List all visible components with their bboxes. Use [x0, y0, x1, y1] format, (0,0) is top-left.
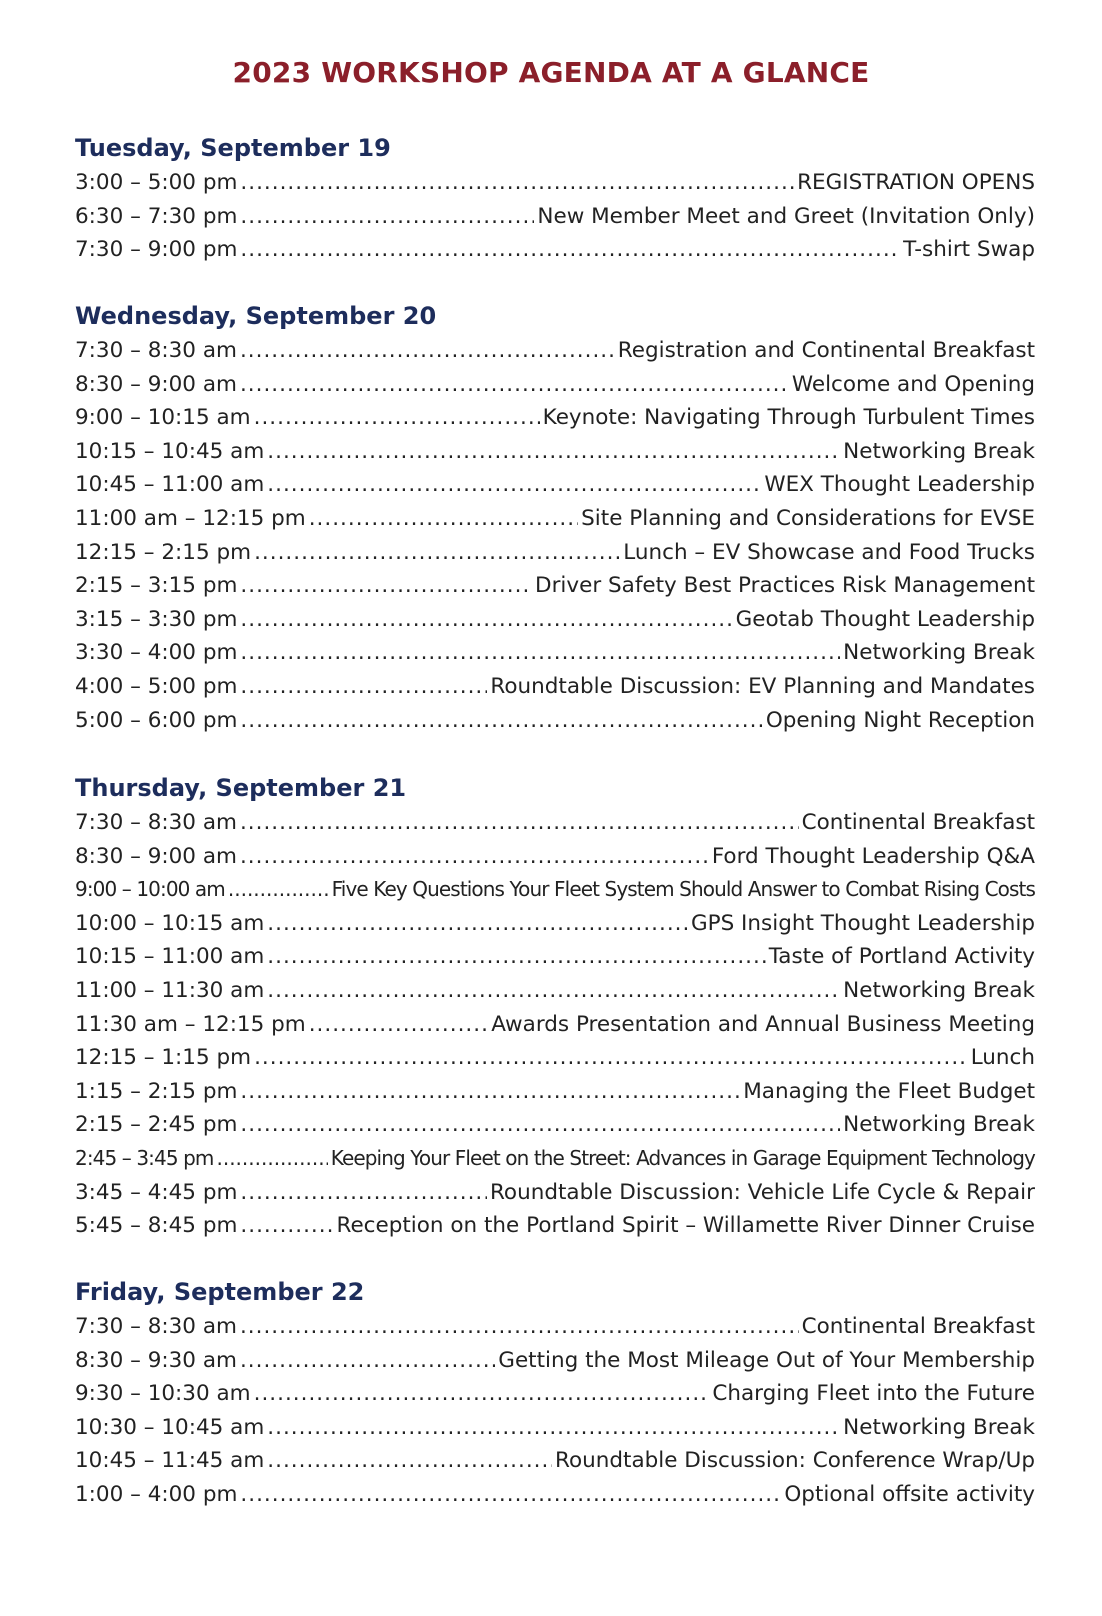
item-time: 11:30 am – 12:15 pm [75, 1011, 306, 1037]
agenda-item [75, 1444, 1035, 1478]
item-time: 8:30 – 9:00 am [75, 371, 237, 397]
agenda-item [75, 1377, 1035, 1411]
item-event: Networking Break [843, 1112, 1035, 1138]
page-title: 2023 WORKSHOP AGENDA AT A GLANCE [232, 56, 870, 89]
item-event: Optional offsite activity [784, 1481, 1035, 1507]
agenda-item [75, 603, 1035, 637]
agenda-item [75, 200, 1035, 234]
item-event: Reception on the Portland Spirit – Willamette River Dinner Cruise [336, 1213, 1035, 1239]
leader-dots [240, 636, 840, 670]
item-time: 2:45 – 3:45 pm [75, 1145, 214, 1170]
day-friday [75, 1274, 1035, 1512]
item-time: 8:30 – 9:00 am [75, 843, 237, 869]
item-event: Roundtable Discussion: EV Planning and Mandates [490, 673, 1035, 699]
leader-dots [240, 670, 487, 704]
item-time: 10:45 – 11:00 am [75, 472, 265, 498]
agenda-item [75, 435, 1035, 469]
item-event: Lunch [970, 1045, 1035, 1071]
item-time: 1:15 – 2:15 pm [75, 1078, 238, 1104]
item-time: 10:45 – 11:45 am [75, 1448, 265, 1474]
item-time: 10:15 – 10:45 am [75, 438, 265, 464]
agenda-item [75, 670, 1035, 704]
item-time: 12:15 – 1:15 pm [75, 1045, 252, 1071]
item-event: Networking Break [843, 1414, 1035, 1440]
leader-dots [267, 940, 765, 974]
leader-dots [240, 200, 534, 234]
item-event: Charging Fleet into the Future [712, 1381, 1035, 1407]
day-tuesday [75, 130, 1035, 267]
leader-dots [267, 1411, 840, 1445]
item-time: 7:30 – 9:00 pm [75, 237, 238, 263]
item-event: WEX Thought Leadership [764, 472, 1035, 498]
item-event: Taste of Portland Activity [768, 944, 1035, 970]
item-time: 5:45 – 8:45 pm [75, 1213, 238, 1239]
leader-dots [240, 569, 532, 603]
item-time: 9:00 – 10:00 am [75, 877, 225, 902]
leader-dots [267, 435, 840, 469]
item-event: Registration and Continental Breakfast [617, 338, 1035, 363]
leader-dots [240, 233, 900, 267]
item-event: Managing the Fleet Budget [743, 1078, 1035, 1104]
leader-dots [240, 334, 615, 368]
agenda-item [75, 1142, 1035, 1176]
agenda-item [75, 1344, 1035, 1378]
day-heading: Tuesday, September 19 [75, 134, 391, 162]
item-event: GPS Insight Thought Leadership [690, 910, 1035, 936]
leader-dots [309, 502, 578, 536]
agenda-item [75, 806, 1035, 840]
item-event: Site Planning and Considerations for EVSE [581, 505, 1035, 531]
item-event: Continental Breakfast [801, 810, 1035, 835]
item-event: Five Key Questions Your Fleet System Should Answer to Combat Rising Costs [331, 877, 1035, 902]
item-time: 11:00 – 11:30 am [75, 977, 265, 1003]
leader-dots [240, 1478, 781, 1512]
agenda-item [75, 334, 1035, 368]
agenda-item [75, 1478, 1035, 1512]
item-event: Networking Break [843, 438, 1035, 464]
item-event: Continental Breakfast [801, 1314, 1035, 1339]
item-event: Networking Break [843, 640, 1035, 666]
item-event: Keynote: Navigating Through Turbulent Times [542, 405, 1035, 431]
item-event: Ford Thought Leadership Q&A [711, 843, 1035, 869]
leader-dots [240, 368, 789, 402]
item-time: 7:30 – 8:30 am [75, 810, 237, 835]
item-time: 3:15 – 3:30 pm [75, 606, 238, 632]
item-time: 11:00 am – 12:15 pm [75, 505, 306, 531]
item-event: Geotab Thought Leadership [735, 606, 1035, 632]
agenda-item [75, 704, 1035, 738]
item-event: New Member Meet and Greet (Invitation Only) [537, 203, 1035, 229]
item-time: 5:00 – 6:00 pm [75, 707, 238, 733]
day-wednesday [75, 298, 1035, 737]
leader-dots [240, 1344, 495, 1378]
agenda-item [75, 1075, 1035, 1109]
leader-dots [240, 1075, 740, 1109]
item-time: 7:30 – 8:30 am [75, 1314, 237, 1339]
item-time: 6:30 – 7:30 pm [75, 203, 238, 229]
item-time: 8:30 – 9:30 am [75, 1347, 237, 1373]
agenda-item [75, 401, 1035, 435]
leader-dots [240, 1176, 487, 1210]
leader-dots [240, 840, 709, 874]
item-time: 1:00 – 4:00 pm [75, 1481, 238, 1507]
item-time: 4:00 – 5:00 pm [75, 673, 238, 699]
item-time: 12:15 – 2:15 pm [75, 539, 252, 565]
leader-dots [240, 704, 762, 738]
leader-dots [240, 1108, 840, 1142]
item-time: 3:00 – 5:00 pm [75, 170, 238, 195]
agenda-item [75, 368, 1035, 402]
item-time: 7:30 – 8:30 am [75, 338, 237, 363]
agenda-item [75, 873, 1035, 907]
day-thursday [75, 770, 1035, 1243]
item-event: REGISTRATION OPENS [797, 170, 1035, 195]
item-time: 2:15 – 3:15 pm [75, 573, 238, 599]
agenda-item [75, 1041, 1035, 1075]
agenda-item [75, 536, 1035, 570]
agenda-item [75, 907, 1035, 941]
leader-dots [267, 907, 688, 941]
leader-dots [267, 974, 840, 1008]
agenda-item [75, 166, 1035, 200]
agenda-item [75, 468, 1035, 502]
agenda-item [75, 1209, 1035, 1243]
leader-dots [216, 1142, 327, 1176]
item-event: Awards Presentation and Annual Business Meeting [491, 1011, 1035, 1037]
agenda-item [75, 1176, 1035, 1210]
leader-dots [254, 536, 620, 570]
item-event: Networking Break [843, 977, 1035, 1003]
item-event: Roundtable Discussion: Conference Wrap/Up [554, 1448, 1035, 1474]
item-time: 10:30 – 10:45 am [75, 1414, 265, 1440]
item-time: 9:30 – 10:30 am [75, 1381, 251, 1407]
agenda-item [75, 636, 1035, 670]
leader-dots [254, 1377, 710, 1411]
leader-dots [240, 1310, 799, 1344]
item-time: 3:30 – 4:00 pm [75, 640, 238, 666]
agenda-item [75, 233, 1035, 267]
day-heading: Wednesday, September 20 [75, 302, 437, 330]
agenda-item [75, 940, 1035, 974]
item-event: Getting the Most Mileage Out of Your Membership [498, 1347, 1035, 1373]
leader-dots [254, 1041, 968, 1075]
leader-dots [240, 166, 794, 200]
item-time: 3:45 – 4:45 pm [75, 1179, 238, 1205]
item-time: 2:15 – 2:45 pm [75, 1112, 238, 1138]
item-event: Keeping Your Fleet on the Street: Advances in Garage Equipment Technology [330, 1145, 1035, 1170]
agenda-item [75, 569, 1035, 603]
leader-dots [240, 603, 732, 637]
item-event: Welcome and Opening [791, 371, 1035, 397]
item-time: 10:15 – 11:00 am [75, 944, 265, 970]
leader-dots [254, 401, 540, 435]
item-time: 10:00 – 10:15 am [75, 910, 265, 936]
item-event: Lunch – EV Showcase and Food Trucks [623, 539, 1035, 565]
agenda-item [75, 502, 1035, 536]
leader-dots [240, 1209, 333, 1243]
leader-dots [267, 1444, 552, 1478]
item-event: Opening Night Reception [765, 707, 1035, 733]
item-event: T-shirt Swap [903, 237, 1035, 263]
agenda-item [75, 840, 1035, 874]
day-heading: Friday, September 22 [75, 1278, 365, 1306]
leader-dots [228, 873, 329, 907]
day-heading: Thursday, September 21 [75, 774, 407, 802]
leader-dots [309, 1008, 489, 1042]
item-event: Roundtable Discussion: Vehicle Life Cycle & Repair [489, 1179, 1035, 1205]
agenda-item [75, 1008, 1035, 1042]
leader-dots [240, 806, 799, 840]
leader-dots [267, 468, 761, 502]
agenda-item [75, 1411, 1035, 1445]
item-event: Driver Safety Best Practices Risk Management [535, 573, 1035, 599]
agenda-item [75, 1108, 1035, 1142]
agenda-item [75, 1310, 1035, 1344]
item-time: 9:00 – 10:15 am [75, 405, 251, 431]
agenda-item [75, 974, 1035, 1008]
